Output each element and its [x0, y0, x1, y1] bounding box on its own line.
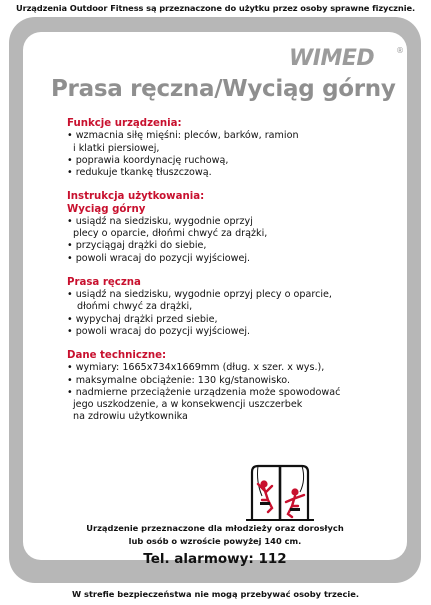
instructions-content — [67, 118, 397, 435]
functions-line: • poprawia koordynację ruchową, — [67, 154, 229, 166]
press-line: • usiądź na siedzisku, wygodnie oprzyj plecy o oparcie, — [67, 289, 332, 301]
functions-line: • wzmacnia siłę mięśni: pleców, barków, ramion — [67, 130, 299, 142]
functions-section — [67, 118, 397, 179]
instructions-heading: Instrukcja użytkowania: — [67, 191, 205, 203]
instructions-line: • usiądź na siedzisku, wygodnie oprzyj — [67, 216, 253, 228]
upper-pull-heading: Wyciąg górny — [67, 203, 146, 215]
functions-heading: Funkcje urządzenia: — [67, 118, 182, 129]
tech-line: na zdrowiu użytkownika — [73, 411, 188, 423]
age-notice-line-2: lub osób o wzroście powyżej 140 cm. — [128, 536, 302, 546]
emergency-phone: Tel. alarmowy: 112 — [143, 551, 287, 567]
instructions-line: • powoli wracaj do pozycji wyjściowej. — [67, 252, 251, 264]
press-line: dłońmi chwyć za drążki, — [77, 301, 193, 313]
instructions-section — [67, 191, 397, 265]
svg-text:WIMED: WIMED — [289, 46, 375, 70]
footer — [23, 522, 407, 567]
tech-line: jego uszkodzenie, a w konsekwencji uszczerbek — [73, 399, 303, 411]
tech-line: • maksymalne obciążenie: 130 kg/stanowisko. — [67, 374, 291, 386]
top-safety-notice: Urządzenia Outdoor Fitness są przeznaczone do użytku przez osoby sprawne fizycznie. — [15, 3, 416, 13]
age-notice-line-1: Urządzenie przeznaczone dla młodzieży oraz dorosłych — [86, 523, 344, 533]
exercise-machine-pictogram-icon — [232, 462, 328, 522]
press-section — [67, 277, 397, 338]
svg-text:®: ® — [396, 46, 404, 55]
tech-line: • wymiary: 1665x734x1669mm (dług. x szer. x wys.), — [67, 362, 325, 374]
press-heading: Prasa ręczna — [67, 276, 141, 288]
wimed-logo-icon — [287, 44, 407, 70]
instructions-line: plecy o oparcie, dłońmi chwyć za drążki, — [73, 228, 268, 240]
bottom-safety-notice: W strefie bezpieczeństwa nie mogą przebywać osoby trzecie. — [71, 589, 360, 599]
page-title: Prasa ręczna/Wyciąg górny — [51, 76, 396, 102]
press-line: • wypychaj drążki przed siebie, — [67, 313, 218, 325]
functions-line: • redukuje tkankę tłuszczową. — [67, 167, 212, 179]
functions-line: i klatki piersiowej, — [73, 142, 160, 154]
tech-heading: Dane techniczne: — [67, 350, 167, 362]
press-line: • powoli wracaj do pozycji wyjściowej. — [67, 325, 251, 337]
instructions-line: • przyciągaj drążki do siebie, — [67, 240, 207, 252]
tech-line: • nadmierne przeciążenie urządzenia może spowodować — [67, 386, 341, 398]
tech-section — [67, 350, 397, 423]
